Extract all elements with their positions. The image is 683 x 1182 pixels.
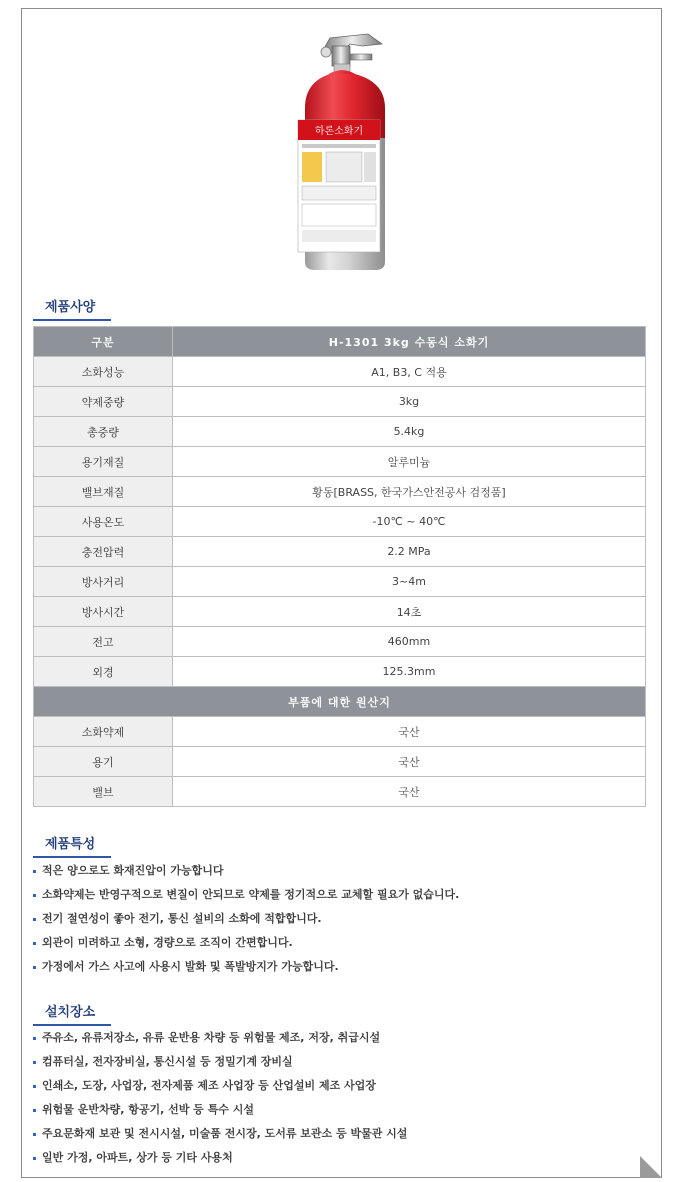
table-row — [34, 777, 646, 807]
bullet-icon — [33, 942, 36, 945]
row-value: 14초 — [173, 597, 646, 627]
list-item — [33, 1098, 407, 1122]
list-item-text: 주요문화재 보관 및 전시시설, 미술품 전시장, 도서류 보관소 등 박물관 시설 — [42, 1127, 408, 1140]
table-row — [34, 387, 646, 417]
fire-extinguisher-image — [270, 30, 420, 275]
table-row — [34, 447, 646, 477]
list-item — [33, 859, 459, 883]
origin-rows — [34, 717, 646, 807]
table-row — [34, 567, 646, 597]
bullet-icon — [33, 1157, 36, 1160]
table-row — [34, 537, 646, 567]
row-label: 외경 — [34, 657, 173, 687]
row-label: 방사시간 — [34, 597, 173, 627]
row-label: 총중량 — [34, 417, 173, 447]
row-value: 국산 — [173, 717, 646, 747]
bullet-icon — [33, 1109, 36, 1112]
table-row — [34, 627, 646, 657]
table-row — [34, 747, 646, 777]
origin-header-row — [34, 687, 646, 717]
bullet-icon — [33, 1061, 36, 1064]
features-list — [33, 859, 459, 979]
spec-section-title: 제품사양 — [33, 296, 105, 321]
row-label: 사용온도 — [34, 507, 173, 537]
row-value: 알루미늄 — [173, 447, 646, 477]
list-item — [33, 1026, 407, 1050]
list-item-text: 컴퓨터실, 전자장비실, 통신시설 등 정밀기계 장비실 — [42, 1055, 293, 1068]
list-item — [33, 955, 459, 979]
table-row — [34, 357, 646, 387]
table-row — [34, 597, 646, 627]
row-label: 용기재질 — [34, 447, 173, 477]
row-value: 125.3mm — [173, 657, 646, 687]
list-item — [33, 907, 459, 931]
spec-table-header-row — [34, 327, 646, 357]
row-value: 국산 — [173, 747, 646, 777]
bullet-icon — [33, 1133, 36, 1136]
features-section-title: 제품특성 — [33, 833, 105, 858]
spec-header-model: H-1301 3kg 수동식 소화기 — [173, 327, 646, 357]
install-list — [33, 1026, 407, 1170]
corner-fold — [640, 1156, 662, 1178]
row-label: 충전압력 — [34, 537, 173, 567]
row-label: 소화약제 — [34, 717, 173, 747]
row-label: 소화성능 — [34, 357, 173, 387]
list-item — [33, 1146, 407, 1170]
row-label: 밸브 — [34, 777, 173, 807]
list-item-text: 소화약제는 반영구적으로 변질이 안되므로 약제를 정기적으로 교체할 필요가 없습니다. — [42, 888, 460, 901]
origin-header: 부품에 대한 원산지 — [34, 687, 646, 717]
table-row — [34, 717, 646, 747]
row-label: 용기 — [34, 747, 173, 777]
list-item-text: 인쇄소, 도장, 사업장, 전자제품 제조 사업장 등 산업설비 제조 사업장 — [42, 1079, 376, 1092]
extinguisher-label-text: 하론소화기 — [314, 126, 364, 137]
bullet-icon — [33, 894, 36, 897]
row-value: 황동[BRASS, 한국가스안전공사 검정품] — [173, 477, 646, 507]
bullet-icon — [33, 1085, 36, 1088]
table-row — [34, 417, 646, 447]
list-item-text: 외관이 미려하고 소형, 경량으로 조직이 간편합니다. — [42, 936, 293, 949]
bullet-icon — [33, 966, 36, 969]
list-item-text: 주유소, 유류저장소, 유류 운반용 차량 등 위험물 제조, 저장, 취급시설 — [42, 1031, 381, 1044]
list-item-text: 위험물 운반차량, 항공기, 선박 등 특수 시설 — [42, 1103, 254, 1116]
row-value: 2.2 MPa — [173, 537, 646, 567]
install-section-title: 설치장소 — [33, 1001, 105, 1026]
row-label: 방사거리 — [34, 567, 173, 597]
row-value: 3kg — [173, 387, 646, 417]
spec-header-category: 구분 — [34, 327, 173, 357]
list-item-text: 가정에서 가스 사고에 사용시 발화 및 폭발방지가 가능합니다. — [42, 960, 339, 973]
list-item-text: 적은 양으로도 화재진압이 가능합니다 — [42, 864, 224, 877]
list-item-text: 일반 가정, 아파트, 상가 등 기타 사용처 — [42, 1151, 233, 1164]
bullet-icon — [33, 1037, 36, 1040]
row-value: 460mm — [173, 627, 646, 657]
row-label: 약제중량 — [34, 387, 173, 417]
bullet-icon — [33, 918, 36, 921]
list-item-text: 전기 절연성이 좋아 전기, 통신 설비의 소화에 적합합니다. — [42, 912, 322, 925]
list-item — [33, 883, 459, 907]
row-value: 국산 — [173, 777, 646, 807]
list-item — [33, 1122, 407, 1146]
bullet-icon — [33, 870, 36, 873]
spec-table — [33, 326, 646, 807]
list-item — [33, 931, 459, 955]
table-row — [34, 657, 646, 687]
row-label: 밸브재질 — [34, 477, 173, 507]
row-value: -10℃ ~ 40℃ — [173, 507, 646, 537]
row-value: 3~4m — [173, 567, 646, 597]
spec-rows — [34, 357, 646, 687]
row-label: 전고 — [34, 627, 173, 657]
list-item — [33, 1074, 407, 1098]
row-value: A1, B3, C 적용 — [173, 357, 646, 387]
table-row — [34, 507, 646, 537]
list-item — [33, 1050, 407, 1074]
table-row — [34, 477, 646, 507]
row-value: 5.4kg — [173, 417, 646, 447]
